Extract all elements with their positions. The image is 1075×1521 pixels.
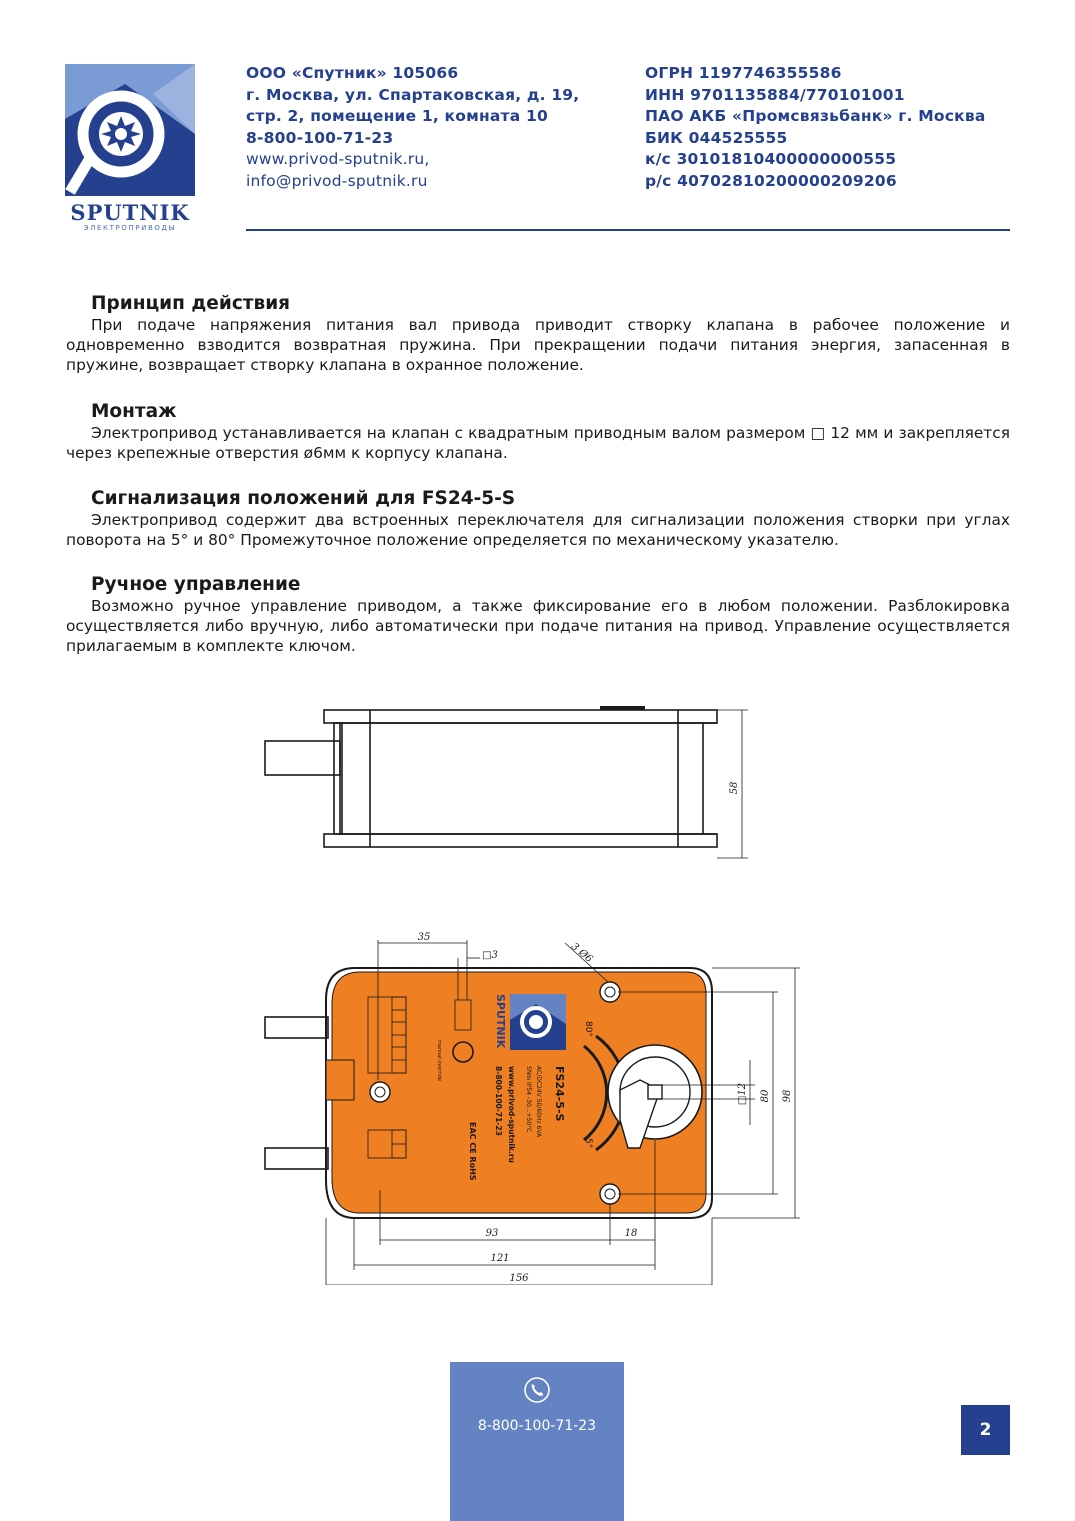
section-manual-control (66, 574, 1010, 656)
label-marks: EAC CE RoHS (468, 1122, 477, 1181)
inn: ИНН 9701135884/770101001 (645, 85, 905, 104)
label-spec1: AC/DC24V 50/60Hz 6VA (535, 1066, 542, 1138)
dim-121-label: 121 (490, 1253, 510, 1264)
company-address-block (246, 63, 579, 193)
company-name: ООО «Спутник» 105066 (246, 64, 459, 82)
company-phone: 8-800-100-71-23 (246, 128, 394, 147)
dim-156-label: 156 (509, 1273, 529, 1284)
label-model: FS24-5-S (553, 1066, 566, 1122)
section-text: Электропривод содержит два встроенных переключателя для сигнализации положения створки при углах поворота на 5° и 80° Промежуточное положение определяется по механическому указателю. (66, 511, 1010, 549)
logo-emblem (65, 64, 195, 196)
logo-subtitle: ЭЛЕКТРОПРИВОДЫ (83, 224, 177, 232)
label-site: www.privod-sputnik.ru (507, 1066, 516, 1163)
label-manual: manual override (436, 1040, 442, 1082)
phone-icon (523, 1376, 551, 1404)
footer-contact-box (450, 1362, 624, 1521)
corr-account: к/с 30101810400000000555 (645, 150, 897, 169)
section-title: Принцип действия (91, 293, 291, 314)
ogrn: ОГРН 1197746355586 (645, 64, 842, 82)
section-title: Ручное управление (91, 574, 301, 595)
dim-93-label: 93 (485, 1228, 499, 1239)
company-email-link[interactable]: info@privod-sputnik.ru (246, 171, 428, 190)
settlement-account: р/с 40702810200000209206 (645, 171, 897, 190)
logo-wordmark: SPUTNIK (70, 200, 190, 225)
company-website-link[interactable]: www.privod-sputnik.ru, (246, 150, 430, 169)
section-title: Монтаж (91, 401, 177, 422)
label-brand: SPUTNIK (494, 994, 507, 1049)
page-number: 2 (961, 1405, 1010, 1455)
dim-80-label: 80 (760, 1089, 771, 1103)
dim-height-label: 58 (729, 781, 740, 795)
section-title: Сигнализация положений для FS24-5-S (91, 488, 516, 509)
section-signalling (66, 488, 1010, 550)
label-logo-icon (510, 994, 566, 1050)
address-line-2: стр. 2, помещение 1, комната 10 (246, 107, 548, 126)
actuator-top-view-drawing (250, 700, 770, 870)
header-divider (246, 229, 1010, 231)
address-line-1: г. Москва, ул. Спартаковская, д. 19, (246, 85, 580, 104)
dim-sq3-label: □3 (482, 950, 498, 961)
section-text: Возможно ручное управление приводом, а также фиксирование его в любом положении. Разблокировка осуществляется либо вручную, либо автоматически при подаче питания на привод. Управление осуществляется прилагаемым в комплекте ключом. (66, 597, 1010, 655)
actuator-front-view-drawing (255, 925, 805, 1285)
section-text: При подаче напряжения питания вал привода приводит створку клапана в рабочее положение и одновременно взводится возвратная пружина. При прекращении подачи питания энергия, запасенная в пружине, возвращает створку клапана в охранное положение. (66, 316, 1010, 374)
dim-18-label: 18 (624, 1228, 638, 1239)
company-logo (65, 64, 195, 232)
dim-98-label: 98 (782, 1089, 793, 1103)
section-mounting (66, 401, 1010, 463)
label-angle-5: 5° (583, 1138, 593, 1149)
section-text: Электропривод устанавливается на клапан с квадратным приводным валом размером □ 12 мм и закрепляется через крепежные отверстия ø6мм к корпусу клапана. (66, 424, 1010, 462)
section-principle (66, 293, 1010, 375)
label-phone: 8-800-100-71-23 (494, 1066, 503, 1136)
footer-phone[interactable]: 8-800-100-71-23 (477, 1418, 597, 1434)
bik: БИК 044525555 (645, 128, 788, 147)
label-spec2: 5Nm IP54 -30...+50°C (525, 1066, 532, 1133)
dim-holes-label: 3 Ø6 (568, 941, 595, 966)
dim-35-label: 35 (417, 932, 431, 943)
bank-name: ПАО АКБ «Промсвязьбанк» г. Москва (645, 107, 986, 126)
dim-sq12-label: □12 (737, 1082, 748, 1106)
company-requisites-block (645, 63, 986, 193)
label-angle-80: 80° (583, 1021, 593, 1037)
